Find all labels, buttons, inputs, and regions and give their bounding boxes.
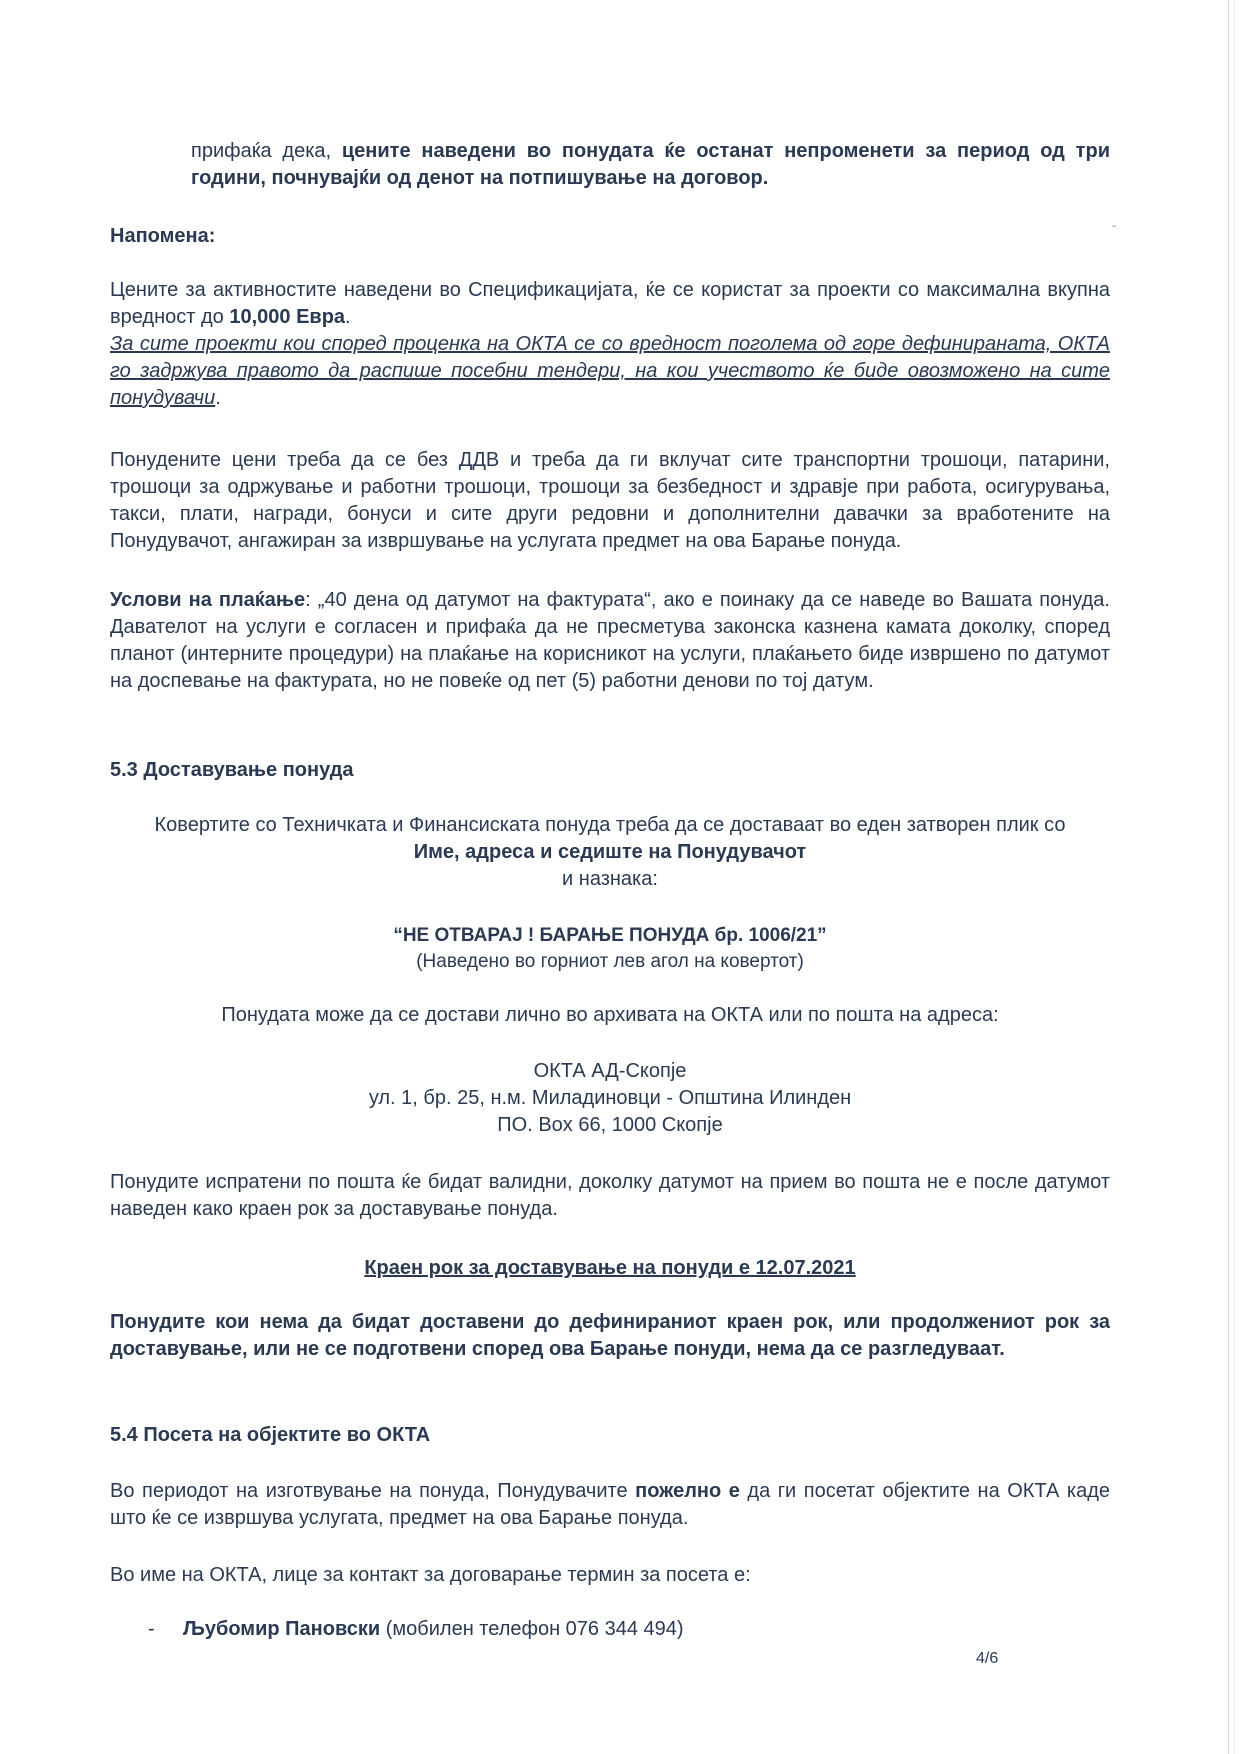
visit-bold-text: пожелно е — [635, 1480, 740, 1502]
note-paragraph — [110, 277, 1110, 331]
rejection-paragraph: Понудите кои нема да бидат доставени до дефинираниот краен рок, или продолжениот рок за доставување, или не се подготвени според ова Барање понуди, нема да се разгледуваат. — [110, 1311, 1110, 1360]
envelope-label-note: (Наведено во горниот лев агол на ковертот) — [416, 951, 804, 972]
envelope-bold-line: Име, адреса и седиште на Понудувачот — [413, 841, 807, 863]
note-underlined-end: . — [215, 387, 221, 409]
visit-text-end: да ги посетат објектите на ОКТА каде што ќе се извршува услугата, предмет на ова Барање понуда. — [110, 1480, 1110, 1529]
scan-mark: ˉ — [1112, 222, 1117, 238]
intro-bold-text: цените наведени во понудата ќе останат непроменети за период од три години, почнувајќи од денот на потпишување на договор. — [191, 140, 1110, 189]
note-heading: Напомена: — [110, 225, 216, 247]
intro-text: прифаќа дека, — [191, 140, 342, 162]
contact-intro: Во име на ОКТА, лице за контакт за договарање термин за посета е: — [110, 1564, 751, 1586]
page-number: 4/6 — [976, 1650, 999, 1667]
intro-paragraph — [191, 138, 1110, 192]
note-underlined-text: За сите проекти кои според проценка на ОКТА се со вредност поголема од горе дефинираната, ОКТА го задржува правото да распише посебни тендери, на кои учеството ќе биде овозможено на сите понудувачи — [110, 333, 1110, 409]
note-text-end: . — [345, 306, 351, 328]
delivery-instruction: Понудата може да се достави лично во архивата на ОКТА или по пошта на адреса: — [221, 1004, 999, 1026]
payment-terms-label: Услови на плаќање — [110, 589, 306, 611]
section-5-3-heading: 5.3 Доставување понуда — [110, 759, 354, 781]
prices-paragraph: Понудените цени треба да се без ДДВ и треба да ги вклучат сите транспортни трошоци, патарини, трошоци за одржување и работни трошоци, трошоци за безбедност и здравје при работа, осигурувања, такси, плати, награди, бонуси и сите други редовни и дополнителни давачки за вработените на Понудувачот, ангажиран за извршување на услугата предмет на ова Барање понуда. — [110, 449, 1110, 552]
section-5-4-heading: 5.4 Посета на објектите во ОКТА — [110, 1424, 431, 1446]
note-underlined-paragraph — [110, 331, 1110, 412]
contact-phone: (мобилен телефон 076 344 494) — [380, 1618, 684, 1640]
scan-edge-line-secondary — [1234, 0, 1235, 1754]
mail-validity-paragraph: Понудите испратени по пошта ќе бидат валидни, доколку датумот на прием во пошта не е после датумот наведен како краен рок за доставување понуда. — [110, 1171, 1110, 1220]
visit-paragraph — [110, 1478, 1110, 1532]
contact-bullet: - — [148, 1618, 155, 1640]
payment-terms-paragraph — [110, 587, 1110, 695]
contact-name: Љубомир Пановски — [183, 1618, 381, 1640]
scan-edge-line — [1228, 0, 1229, 1754]
deadline-line: Краен рок за доставување на понуди е 12.07.2021 — [364, 1257, 856, 1279]
address-line-3: ПО. Box 66, 1000 Скопје — [497, 1114, 723, 1136]
contact-line — [183, 1616, 1083, 1643]
note-amount: 10,000 Евра — [229, 306, 346, 328]
payment-terms-text: : „40 дена од датумот на фактурата“, ако е поинаку да се наведе во Вашата понуда. Давателот на услуги е согласен и прифаќа да не пресметува законска казнена камата доколку, според планот (интерните процедури) на плаќање на корисникот на услуги, плаќањето биде извршено по датумот на доспевање на фактурата, но не повеќе од пет (5) работни денови по тој датум. — [110, 589, 1110, 692]
address-line-1: ОКТА АД-Скопје — [533, 1060, 687, 1082]
address-line-2: ул. 1, бр. 25, н.м. Миладиновци - Општина Илинден — [368, 1087, 852, 1109]
visit-text: Во периодот на изготвување на понуда, Понудувачите — [110, 1480, 636, 1502]
envelope-instruction: Ковертите со Техничката и Финансиската понуда треба да се доставаат во еден затворен плик со — [154, 814, 1066, 836]
note-text: Цените за активностите наведени во Спецификацијата, ќе се користат за проекти со максимална вкупна вредност до — [110, 279, 1110, 328]
envelope-mark-line: и назнака: — [562, 868, 658, 890]
envelope-label: “НЕ ОТВАРАЈ ! БАРАЊЕ ПОНУДА бр. 1006/21” — [393, 925, 827, 946]
